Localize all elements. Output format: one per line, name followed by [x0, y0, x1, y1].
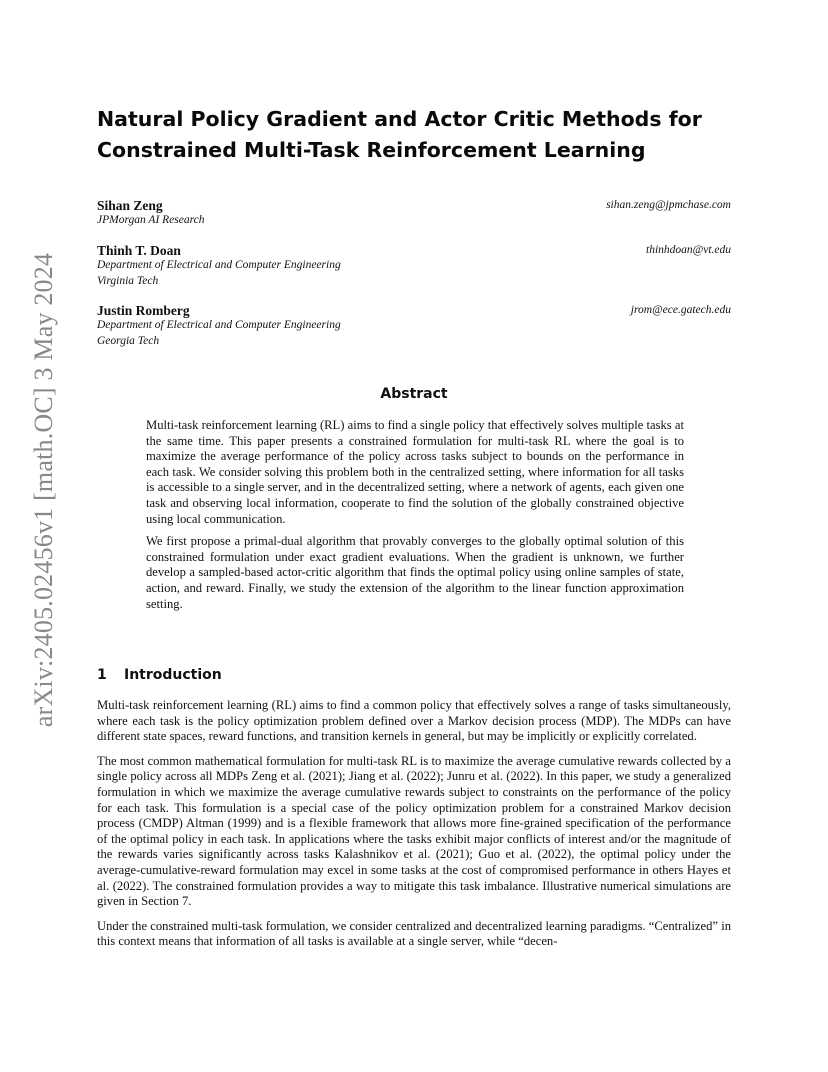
author-institution: Virginia Tech	[97, 274, 159, 287]
section-heading	[97, 666, 222, 684]
author-block-2	[97, 243, 731, 289]
section-body	[97, 698, 731, 959]
author-affiliation: Department of Electrical and Computer Engineering	[97, 259, 341, 271]
author-name: Justin Romberg	[97, 303, 190, 318]
author-email[interactable]: thinhdoan@vt.edu	[646, 244, 731, 256]
author-name: Sihan Zeng	[97, 198, 163, 213]
author-email[interactable]: jrom@ece.gatech.edu	[630, 304, 731, 316]
section-title: Introduction	[124, 667, 222, 683]
abstract-paragraph: We first propose a primal-dual algorithm that provably converges to the globally optimal solution of this constrained formulation under exact gradient evaluations. When the gradient is unknown, we further develop a sampled-based actor-critic algorithm that finds the optimal policy using online samples of state, action, and reward. Finally, we study the extension of the algorithm to the linear function approximation setting.	[146, 534, 684, 611]
author-name: Thinh T. Doan	[97, 243, 181, 258]
body-paragraph: The most common mathematical formulation for multi-task RL is to maximize the average cumulative rewards collected by a single policy across all MDPs Zeng et al. (2021); Jiang et al. (2022); Junru et al. (2022). In this paper, we study a generalized formulation in which we maximize the average cumulative rewards subject to constraints on the performance of the policy for each task. This formulation is a special case of the policy optimization problem for a constrained Markov decision process (CMDP) Altman (1999) and is a flexible framework that allows more fine-grained specification of the performance of the optimal policy in each task. In applications where the tasks exhibit major conflicts of interest and/or the magnitude of the rewards varies significantly across tasks Kalashnikov et al. (2021); Guo et al. (2022), the optimal policy under the average-cumulative-reward formulation may excel in some tasks at the cost of compromised performance in others Hayes et al. (2022). The constrained formulation provides a way to mitigate this task imbalance. Illustrative numerical simulations are given in Section 7.	[97, 753, 731, 909]
author-affiliation: JPMorgan AI Research	[97, 214, 205, 226]
body-paragraph: Under the constrained multi-task formulation, we consider centralized and decentralized learning paradigms. “Centralized” in this context means that information of all tasks is available at a single server, while “decen-	[97, 918, 731, 949]
abstract-heading: Abstract	[380, 386, 448, 402]
author-email[interactable]: sihan.zeng@jpmchase.com	[606, 199, 731, 211]
abstract-body	[146, 418, 684, 619]
arxiv-identifier[interactable]: arXiv:2405.02456v1 [math.OC] 3 May 2024	[29, 252, 58, 728]
section-number: 1	[97, 667, 107, 683]
author-affiliation: Department of Electrical and Computer Engineering	[97, 319, 341, 331]
paper-title: Natural Policy Gradient and Actor Critic Methods for Constrained Multi-Task Reinforcement Learning	[97, 107, 702, 162]
arxiv-sidebar	[24, 240, 64, 740]
abstract-paragraph: Multi-task reinforcement learning (RL) aims to find a single policy that effectively solves multiple tasks at the same time. This paper presents a constrained formulation for multi-task RL where the goal is to maximize the average performance of the policy across tasks subject to bounds on the performance in each task. We consider solving this problem both in the centralized setting, where information for all tasks is accessible to a single server, and in the decentralized setting, where a network of agents, each given one task and observing local information, cooperate to find the solution of the globally constrained objective using local communication.	[146, 418, 684, 526]
author-block-1	[97, 198, 731, 229]
author-block-3	[97, 303, 731, 349]
body-paragraph: Multi-task reinforcement learning (RL) aims to find a common policy that effectively solves a range of tasks simultaneously, where each task is the policy optimization problem defined over a Markov decision process (MDP). The MDPs can have different state spaces, reward functions, and transition kernels in general, but may be implicitly or explicitly correlated.	[97, 698, 731, 744]
author-institution: Georgia Tech	[97, 334, 160, 347]
